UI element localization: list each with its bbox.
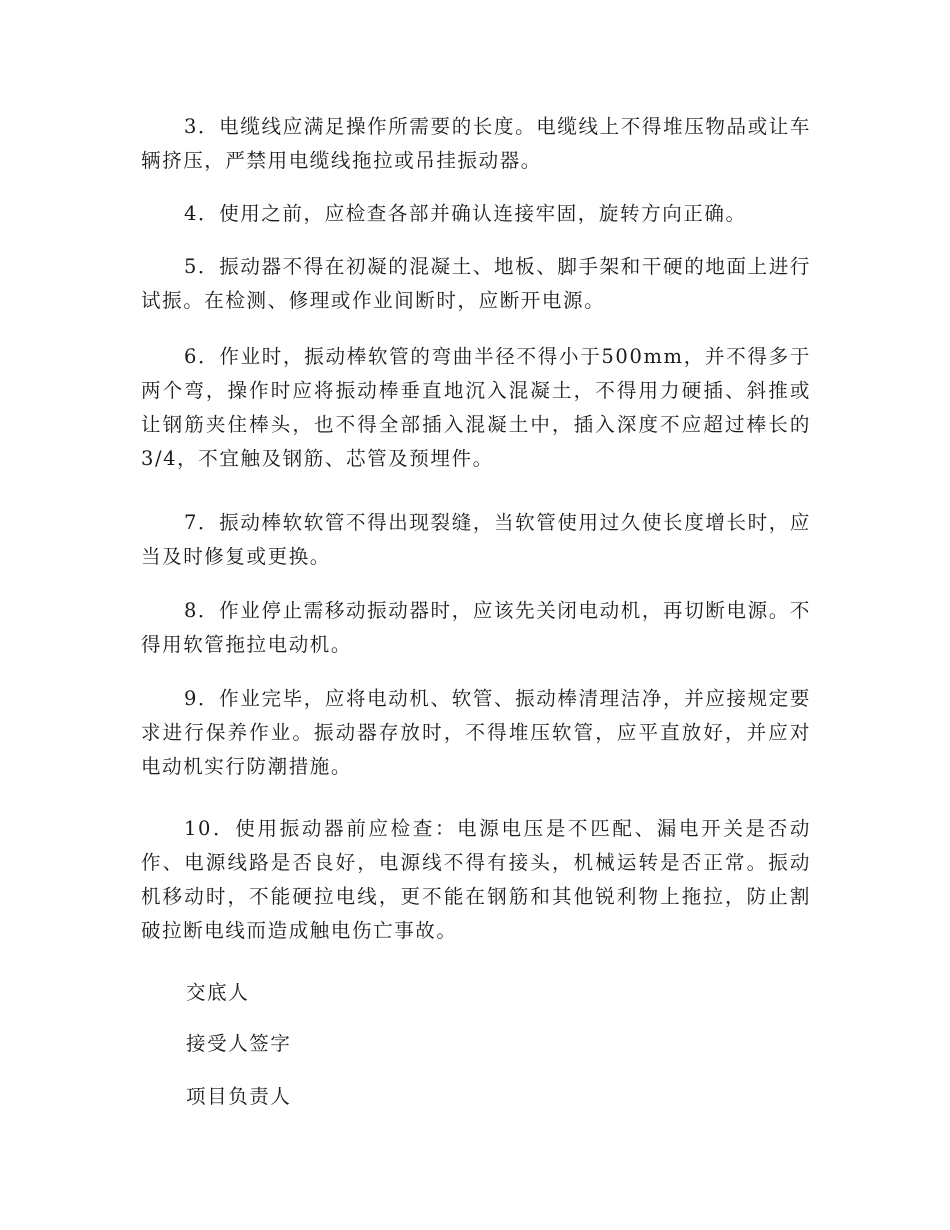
paragraph-item-8: 8．作业停止需移动振动器时，应该先关闭电动机，再切断电源。不得用软管拖拉电动机。 bbox=[141, 599, 811, 656]
paragraph-item-10: 10．使用振动器前应检查：电源电压是不匹配、漏电开关是否动作、电源线路是否良好，电源线不得有接头，机械运转是否正常。振动机移动时，不能硬拉电线，更不能在钢筋和其他锐利物上拖拉，防止割破拉断电线而造成触电伤亡事故。 bbox=[141, 817, 811, 942]
project-leader-label: 项目负责人 bbox=[186, 1085, 292, 1108]
paragraph-item-4: 4．使用之前，应检查各部并确认连接牢固，旋转方向正确。 bbox=[184, 202, 747, 225]
receiver-signature-label: 接受人签字 bbox=[186, 1032, 292, 1055]
paragraph-item-3: 3．电缆线应满足操作所需要的长度。电缆线上不得堆压物品或让车辆挤压，严禁用电缆线拖拉或吊挂振动器。 bbox=[141, 115, 811, 172]
paragraph-item-5: 5．振动器不得在初凝的混凝土、地板、脚手架和干硬的地面上进行试振。在检测、修理或作业间断时，应断开电源。 bbox=[141, 255, 811, 312]
paragraph-item-7: 7．振动棒软软管不得出现裂缝，当软管使用过久使长度增长时，应当及时修复或更换。 bbox=[141, 511, 811, 568]
handover-person-label: 交底人 bbox=[186, 981, 250, 1004]
paragraph-item-6: 6．作业时，振动棒软管的弯曲半径不得小于500mm，并不得多于两个弯，操作时应将振动棒垂直地沉入混凝土，不得用力硬插、斜推或让钢筋夹住棒头，也不得全部插入混凝土中，插入深度不应超过棒长的3/4，不宜触及钢筋、芯管及预埋件。 bbox=[141, 345, 811, 470]
paragraph-item-9: 9．作业完毕，应将电动机、软管、振动棒清理洁净，并应接规定要求进行保养作业。振动器存放时，不得堆压软管，应平直放好，并应对电动机实行防潮措施。 bbox=[141, 687, 811, 778]
